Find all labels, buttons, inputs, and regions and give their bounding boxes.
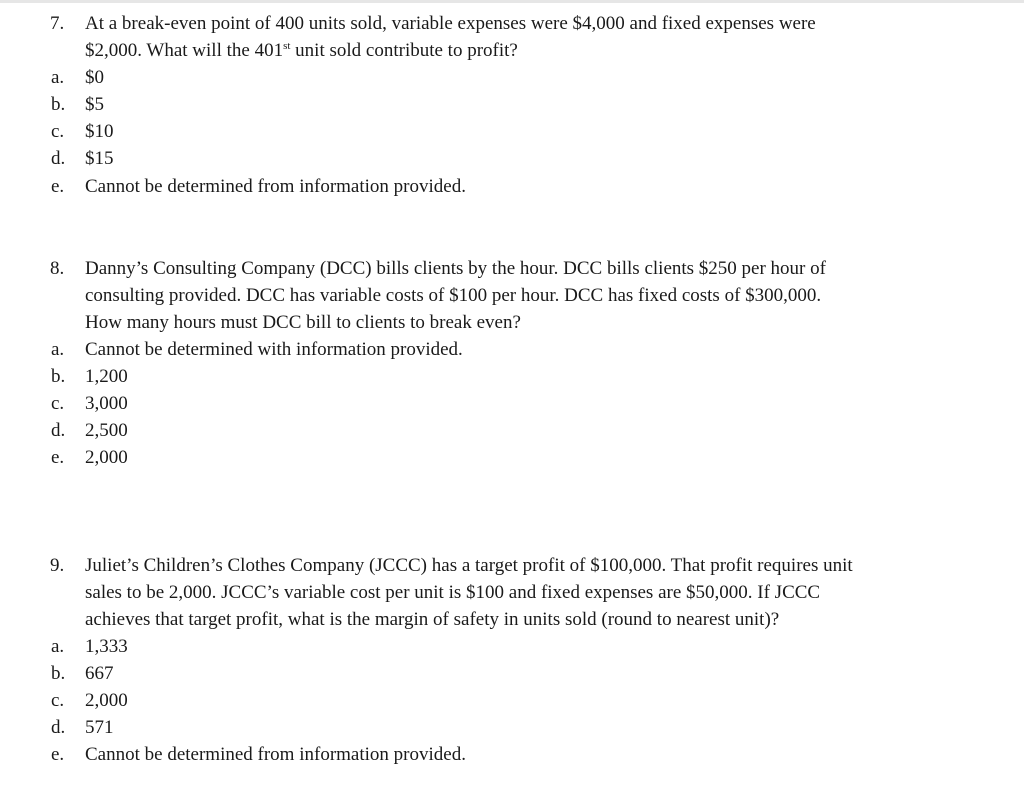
option-letter: e.: [51, 176, 65, 197]
question-stem-line: [85, 37, 518, 64]
question-number: 9.: [50, 555, 65, 576]
question-stem-line: Danny’s Consulting Company (DCC) bills clients by the hour. DCC bills clients $250 per hour of: [85, 258, 826, 279]
question-number: 8.: [50, 258, 65, 279]
question-stem-line: Juliet’s Children’s Clothes Company (JCCC) has a target profit of $100,000. That profit requires unit: [85, 555, 853, 576]
option-letter: b.: [51, 366, 66, 387]
option-text: 667: [85, 663, 114, 684]
option-text: 1,200: [85, 366, 128, 387]
question-stem-line: achieves that target profit, what is the margin of safety in units sold (round to nearest unit)?: [85, 609, 780, 630]
stem-text: unit sold contribute to profit?: [290, 40, 518, 61]
option-text: 2,000: [85, 447, 128, 468]
option-text: $10: [85, 121, 114, 142]
option-letter: a.: [51, 67, 65, 88]
option-letter: c.: [51, 393, 65, 414]
option-text: 571: [85, 717, 114, 738]
option-text: 2,500: [85, 420, 128, 441]
option-letter: c.: [51, 690, 65, 711]
option-letter: b.: [51, 663, 66, 684]
option-letter: e.: [51, 744, 65, 765]
option-letter: e.: [51, 447, 65, 468]
option-letter: a.: [51, 339, 65, 360]
option-letter: c.: [51, 121, 65, 142]
option-letter: d.: [51, 420, 66, 441]
top-border: [0, 0, 1024, 3]
question-stem-line: At a break-even point of 400 units sold, variable expenses were $4,000 and fixed expenses were: [85, 13, 816, 34]
option-letter: a.: [51, 636, 65, 657]
option-text: 1,333: [85, 636, 128, 657]
option-text: $15: [85, 148, 114, 169]
option-letter: b.: [51, 94, 66, 115]
option-text: Cannot be determined with information provided.: [85, 339, 463, 360]
option-text: $0: [85, 67, 104, 88]
ordinal-suffix: st: [283, 40, 291, 52]
question-stem-line: How many hours must DCC bill to clients to break even?: [85, 312, 521, 333]
option-letter: d.: [51, 148, 66, 169]
option-text: $5: [85, 94, 104, 115]
question-stem-line: consulting provided. DCC has variable costs of $100 per hour. DCC has fixed costs of $300,000.: [85, 285, 822, 306]
option-text: 2,000: [85, 690, 128, 711]
question-stem-line: sales to be 2,000. JCCC’s variable cost per unit is $100 and fixed expenses are $50,000. If JCCC: [85, 582, 821, 603]
question-number: 7.: [50, 13, 65, 34]
option-text: 3,000: [85, 393, 128, 414]
option-text: Cannot be determined from information provided.: [85, 176, 466, 197]
option-letter: d.: [51, 717, 66, 738]
stem-text: $2,000. What will the 401: [85, 40, 284, 61]
option-text: Cannot be determined from information provided.: [85, 744, 466, 765]
